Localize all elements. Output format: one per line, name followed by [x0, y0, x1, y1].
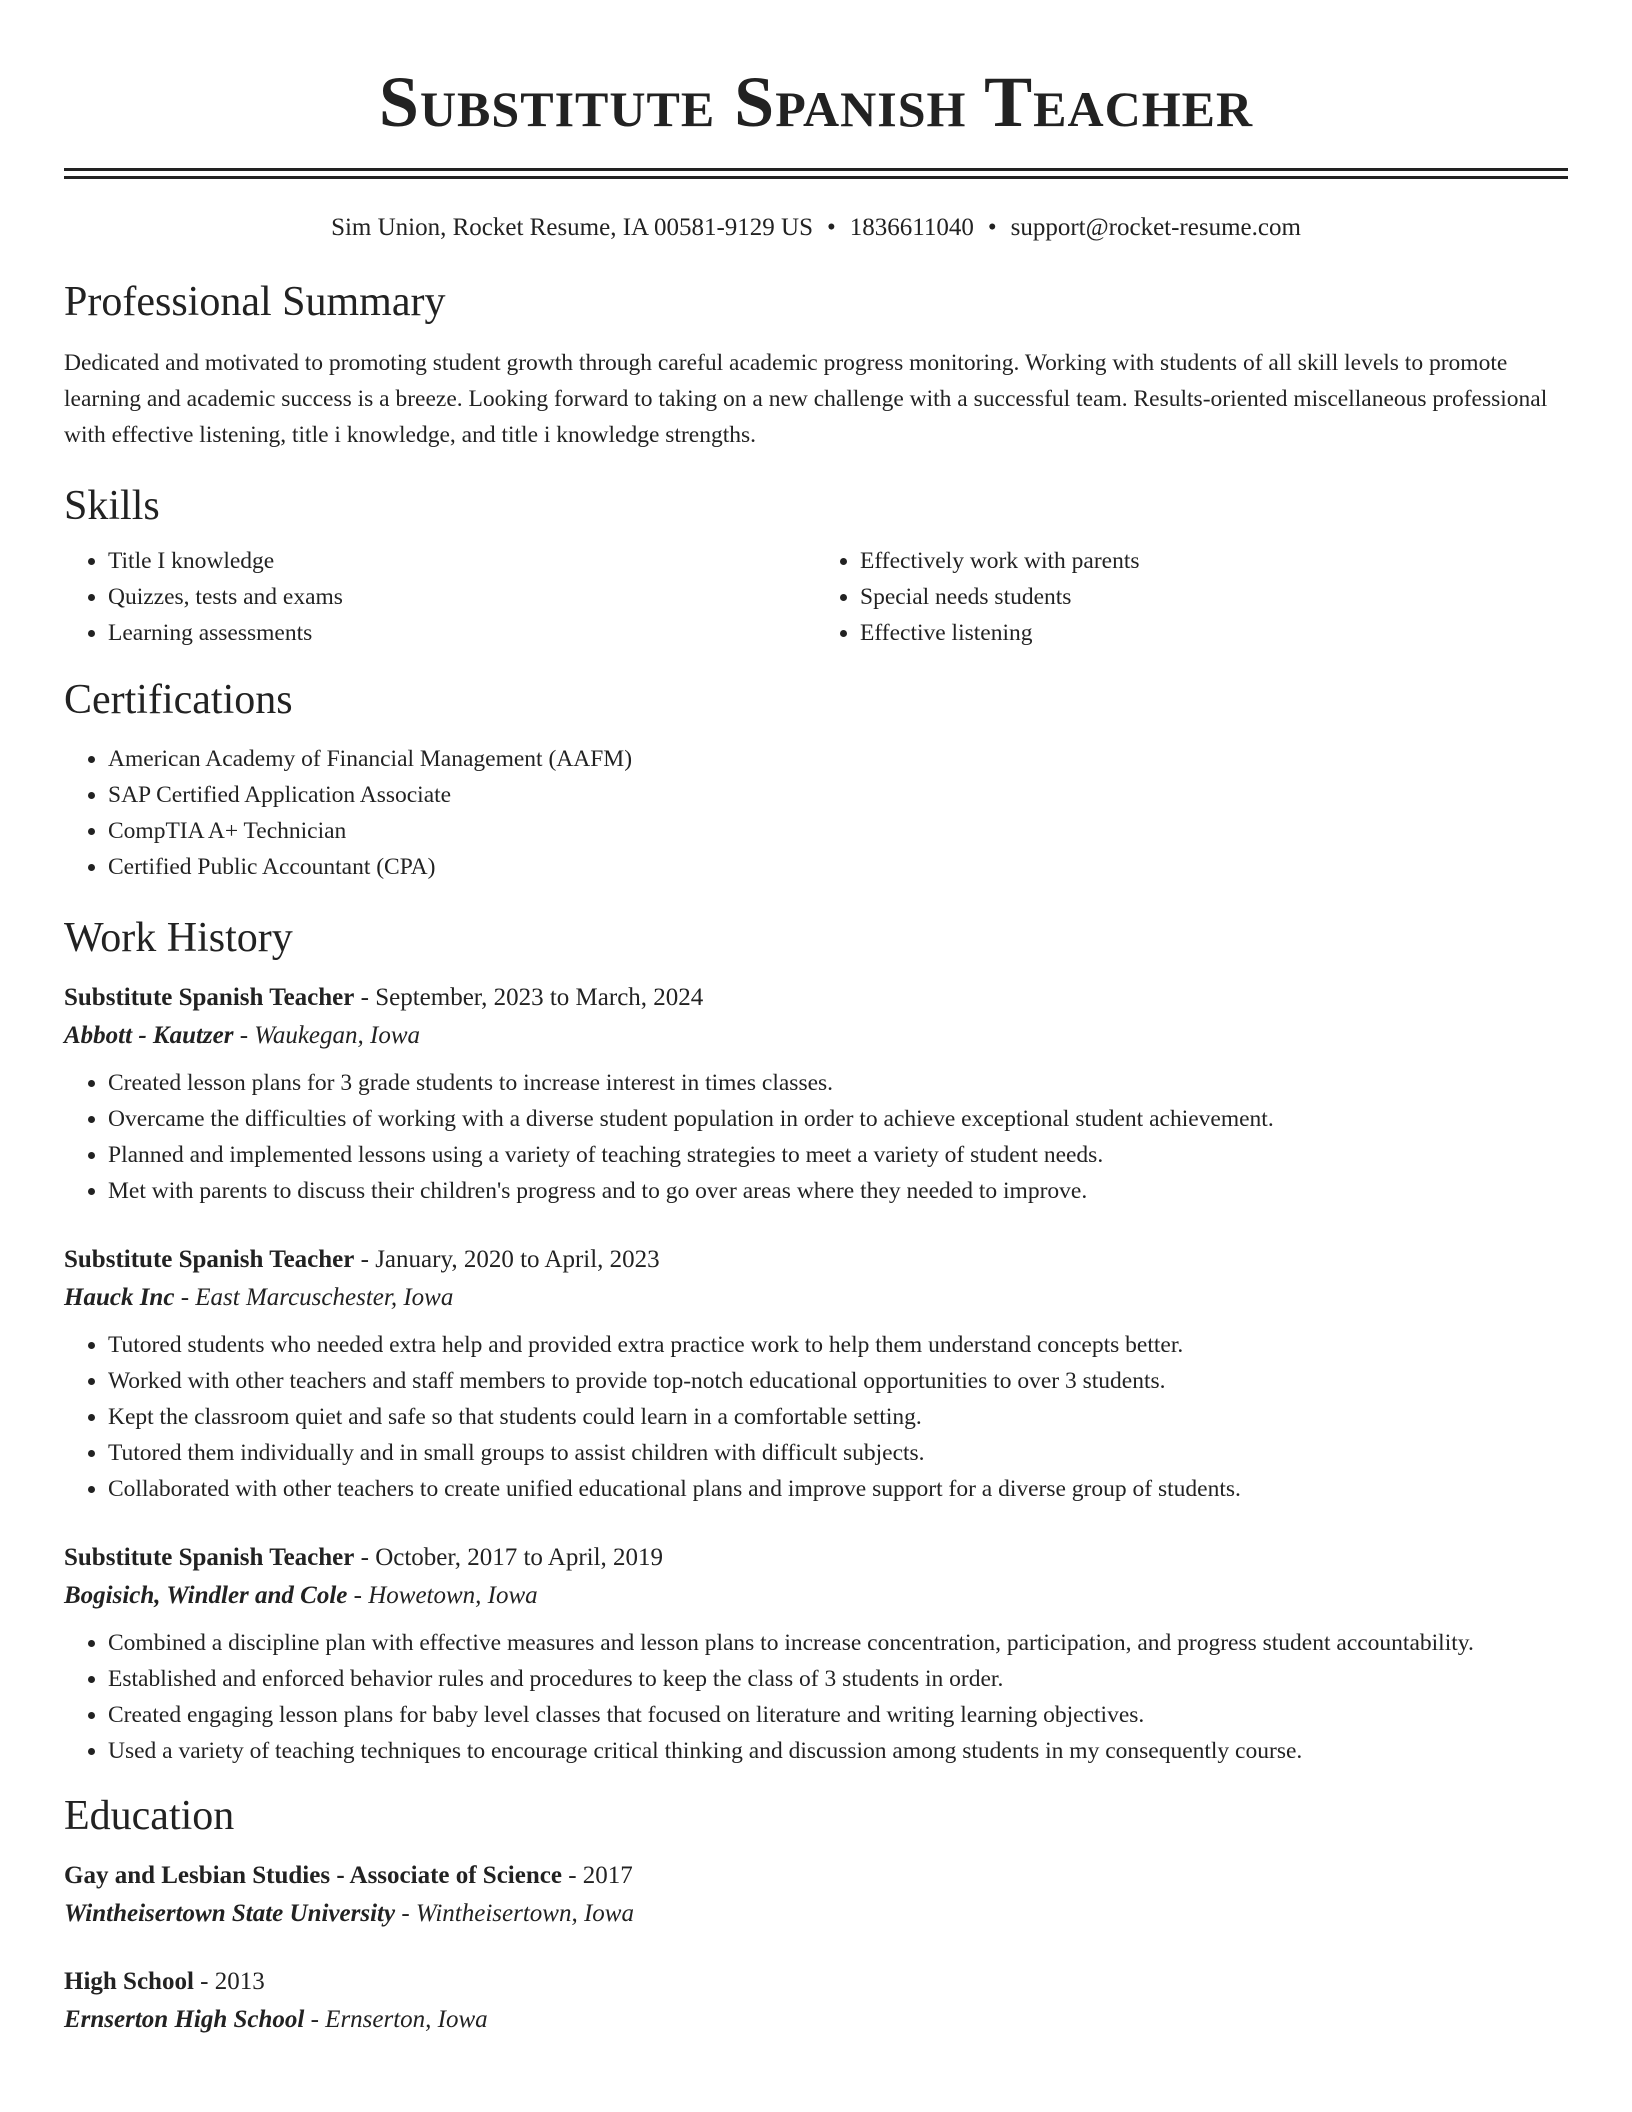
skill-item: • Learning assessments [108, 615, 816, 651]
job-bullet: • Combined a discipline plan with effective measures and lesson plans to increase concentration, participation, and progress student accountability. [108, 1625, 1568, 1661]
education-location: - Ernserton, Iowa [310, 2006, 488, 2033]
job-title: Substitute Spanish Teacher [64, 1246, 355, 1273]
skill-item: • Special needs students [860, 579, 1568, 615]
job-dates: - September, 2023 to March, 2024 [360, 984, 704, 1011]
education-section [64, 1791, 1568, 2039]
certification-item: • American Academy of Financial Management (AAFM) [108, 741, 1568, 777]
certifications-heading: Certifications [64, 677, 293, 723]
skill-item: • Effectively work with parents [860, 543, 1568, 579]
skills-heading: Skills [64, 483, 160, 529]
skills-list-right [816, 543, 1568, 651]
job-location: - Waukegan, Iowa [239, 1022, 421, 1049]
job-bullet: • Worked with other teachers and staff members to provide top-notch educational opportunities to over 3 students. [108, 1363, 1568, 1399]
summary-heading: Professional Summary [64, 279, 446, 325]
job-title: Substitute Spanish Teacher [64, 1544, 355, 1571]
resume-title: Substitute Spanish Teacher [378, 62, 1254, 142]
job-entry [64, 979, 1568, 1209]
contact-separator: • [827, 214, 836, 241]
job-bullet: • Tutored them individually and in small groups to assist children with difficult subjects. [108, 1435, 1568, 1471]
job-bullet: • Collaborated with other teachers to create unified educational plans and improve support for a diverse group of students. [108, 1471, 1568, 1507]
job-bullet: • Used a variety of teaching techniques to encourage critical thinking and discussion among students in my consequently course. [108, 1733, 1568, 1769]
contact-phone: 1836611040 [849, 214, 974, 241]
education-entry [64, 1963, 1568, 2039]
contact-email: support@rocket-resume.com [1010, 214, 1301, 241]
summary-section [64, 277, 1568, 453]
job-header [64, 1241, 1568, 1279]
job-dates: - January, 2020 to April, 2023 [360, 1246, 660, 1273]
job-bullets [64, 1065, 1568, 1209]
job-employer [64, 1279, 1568, 1317]
job-bullets [64, 1327, 1568, 1507]
job-header [64, 979, 1568, 1017]
job-bullet: • Established and enforced behavior rules and procedures to keep the class of 3 students in order. [108, 1661, 1568, 1697]
skills-list-left [64, 543, 816, 651]
skill-item: • Title I knowledge [108, 543, 816, 579]
education-year: - 2017 [568, 1862, 633, 1889]
job-entry [64, 1241, 1568, 1507]
certifications-list [64, 741, 1568, 885]
education-year: - 2013 [200, 1968, 265, 1995]
education-heading: Education [64, 1793, 235, 1839]
education-school-line [64, 2001, 1568, 2039]
job-bullet: • Met with parents to discuss their children's progress and to go over areas where they needed to improve. [108, 1173, 1568, 1209]
job-bullet: • Overcame the difficulties of working with a diverse student population in order to achieve exceptional student achievement. [108, 1101, 1568, 1137]
job-location: - Howetown, Iowa [353, 1582, 538, 1609]
certification-item: • CompTIA A+ Technician [108, 813, 1568, 849]
job-header [64, 1539, 1568, 1577]
skills-grid [64, 543, 1568, 651]
job-dates: - October, 2017 to April, 2019 [360, 1544, 664, 1571]
education-school: Ernserton High School [64, 2006, 305, 2033]
certifications-section [64, 675, 1568, 885]
job-company: Hauck Inc [64, 1284, 175, 1311]
title-divider [64, 168, 1568, 179]
summary-text: Dedicated and motivated to promoting student growth through careful academic progress monitoring. Working with students of all skill levels to promote learning and academic success is a breeze. Looking forward to taking on a new challenge with a successful team. Results-oriented miscellaneous professional with effective listening, title i knowledge, and title i knowledge strengths. [64, 350, 1548, 448]
education-header [64, 1857, 1568, 1895]
skills-section [64, 481, 1568, 651]
education-school: Wintheisertown State University [64, 1900, 396, 1927]
education-school-line [64, 1895, 1568, 1933]
work-history-heading: Work History [64, 915, 293, 961]
contact-separator: • [987, 214, 997, 241]
job-employer [64, 1577, 1568, 1615]
certification-item: • SAP Certified Application Associate [108, 777, 1568, 813]
education-entry [64, 1857, 1568, 1933]
education-location: - Wintheisertown, Iowa [401, 1900, 634, 1927]
contact-address: Sim Union, Rocket Resume, IA 00581-9129 US [331, 214, 814, 241]
work-history-section [64, 913, 1568, 1769]
job-company: Bogisich, Windler and Cole [64, 1582, 348, 1609]
job-bullet: • Tutored students who needed extra help and provided extra practice work to help them understand concepts better. [108, 1327, 1568, 1363]
certification-item: • Certified Public Accountant (CPA) [108, 849, 1568, 885]
education-degree: Gay and Lesbian Studies - Associate of Science [64, 1862, 562, 1889]
contact-line [64, 213, 1568, 243]
skill-item: • Effective listening [860, 615, 1568, 651]
job-bullet: • Planned and implemented lessons using a variety of teaching strategies to meet a variety of student needs. [108, 1137, 1568, 1173]
skill-item: • Quizzes, tests and exams [108, 579, 816, 615]
job-company: Abbott - Kautzer [64, 1022, 234, 1049]
job-entry [64, 1539, 1568, 1769]
job-bullet: • Kept the classroom quiet and safe so that students could learn in a comfortable setting. [108, 1399, 1568, 1435]
job-location: - East Marcuschester, Iowa [180, 1284, 454, 1311]
job-bullet: • Created engaging lesson plans for baby level classes that focused on literature and writing learning objectives. [108, 1697, 1568, 1733]
education-header [64, 1963, 1568, 2001]
job-employer [64, 1017, 1568, 1055]
education-degree: High School [64, 1968, 194, 1995]
job-bullet: • Created lesson plans for 3 grade students to increase interest in times classes. [108, 1065, 1568, 1101]
job-title: Substitute Spanish Teacher [64, 984, 355, 1011]
job-bullets [64, 1625, 1568, 1769]
